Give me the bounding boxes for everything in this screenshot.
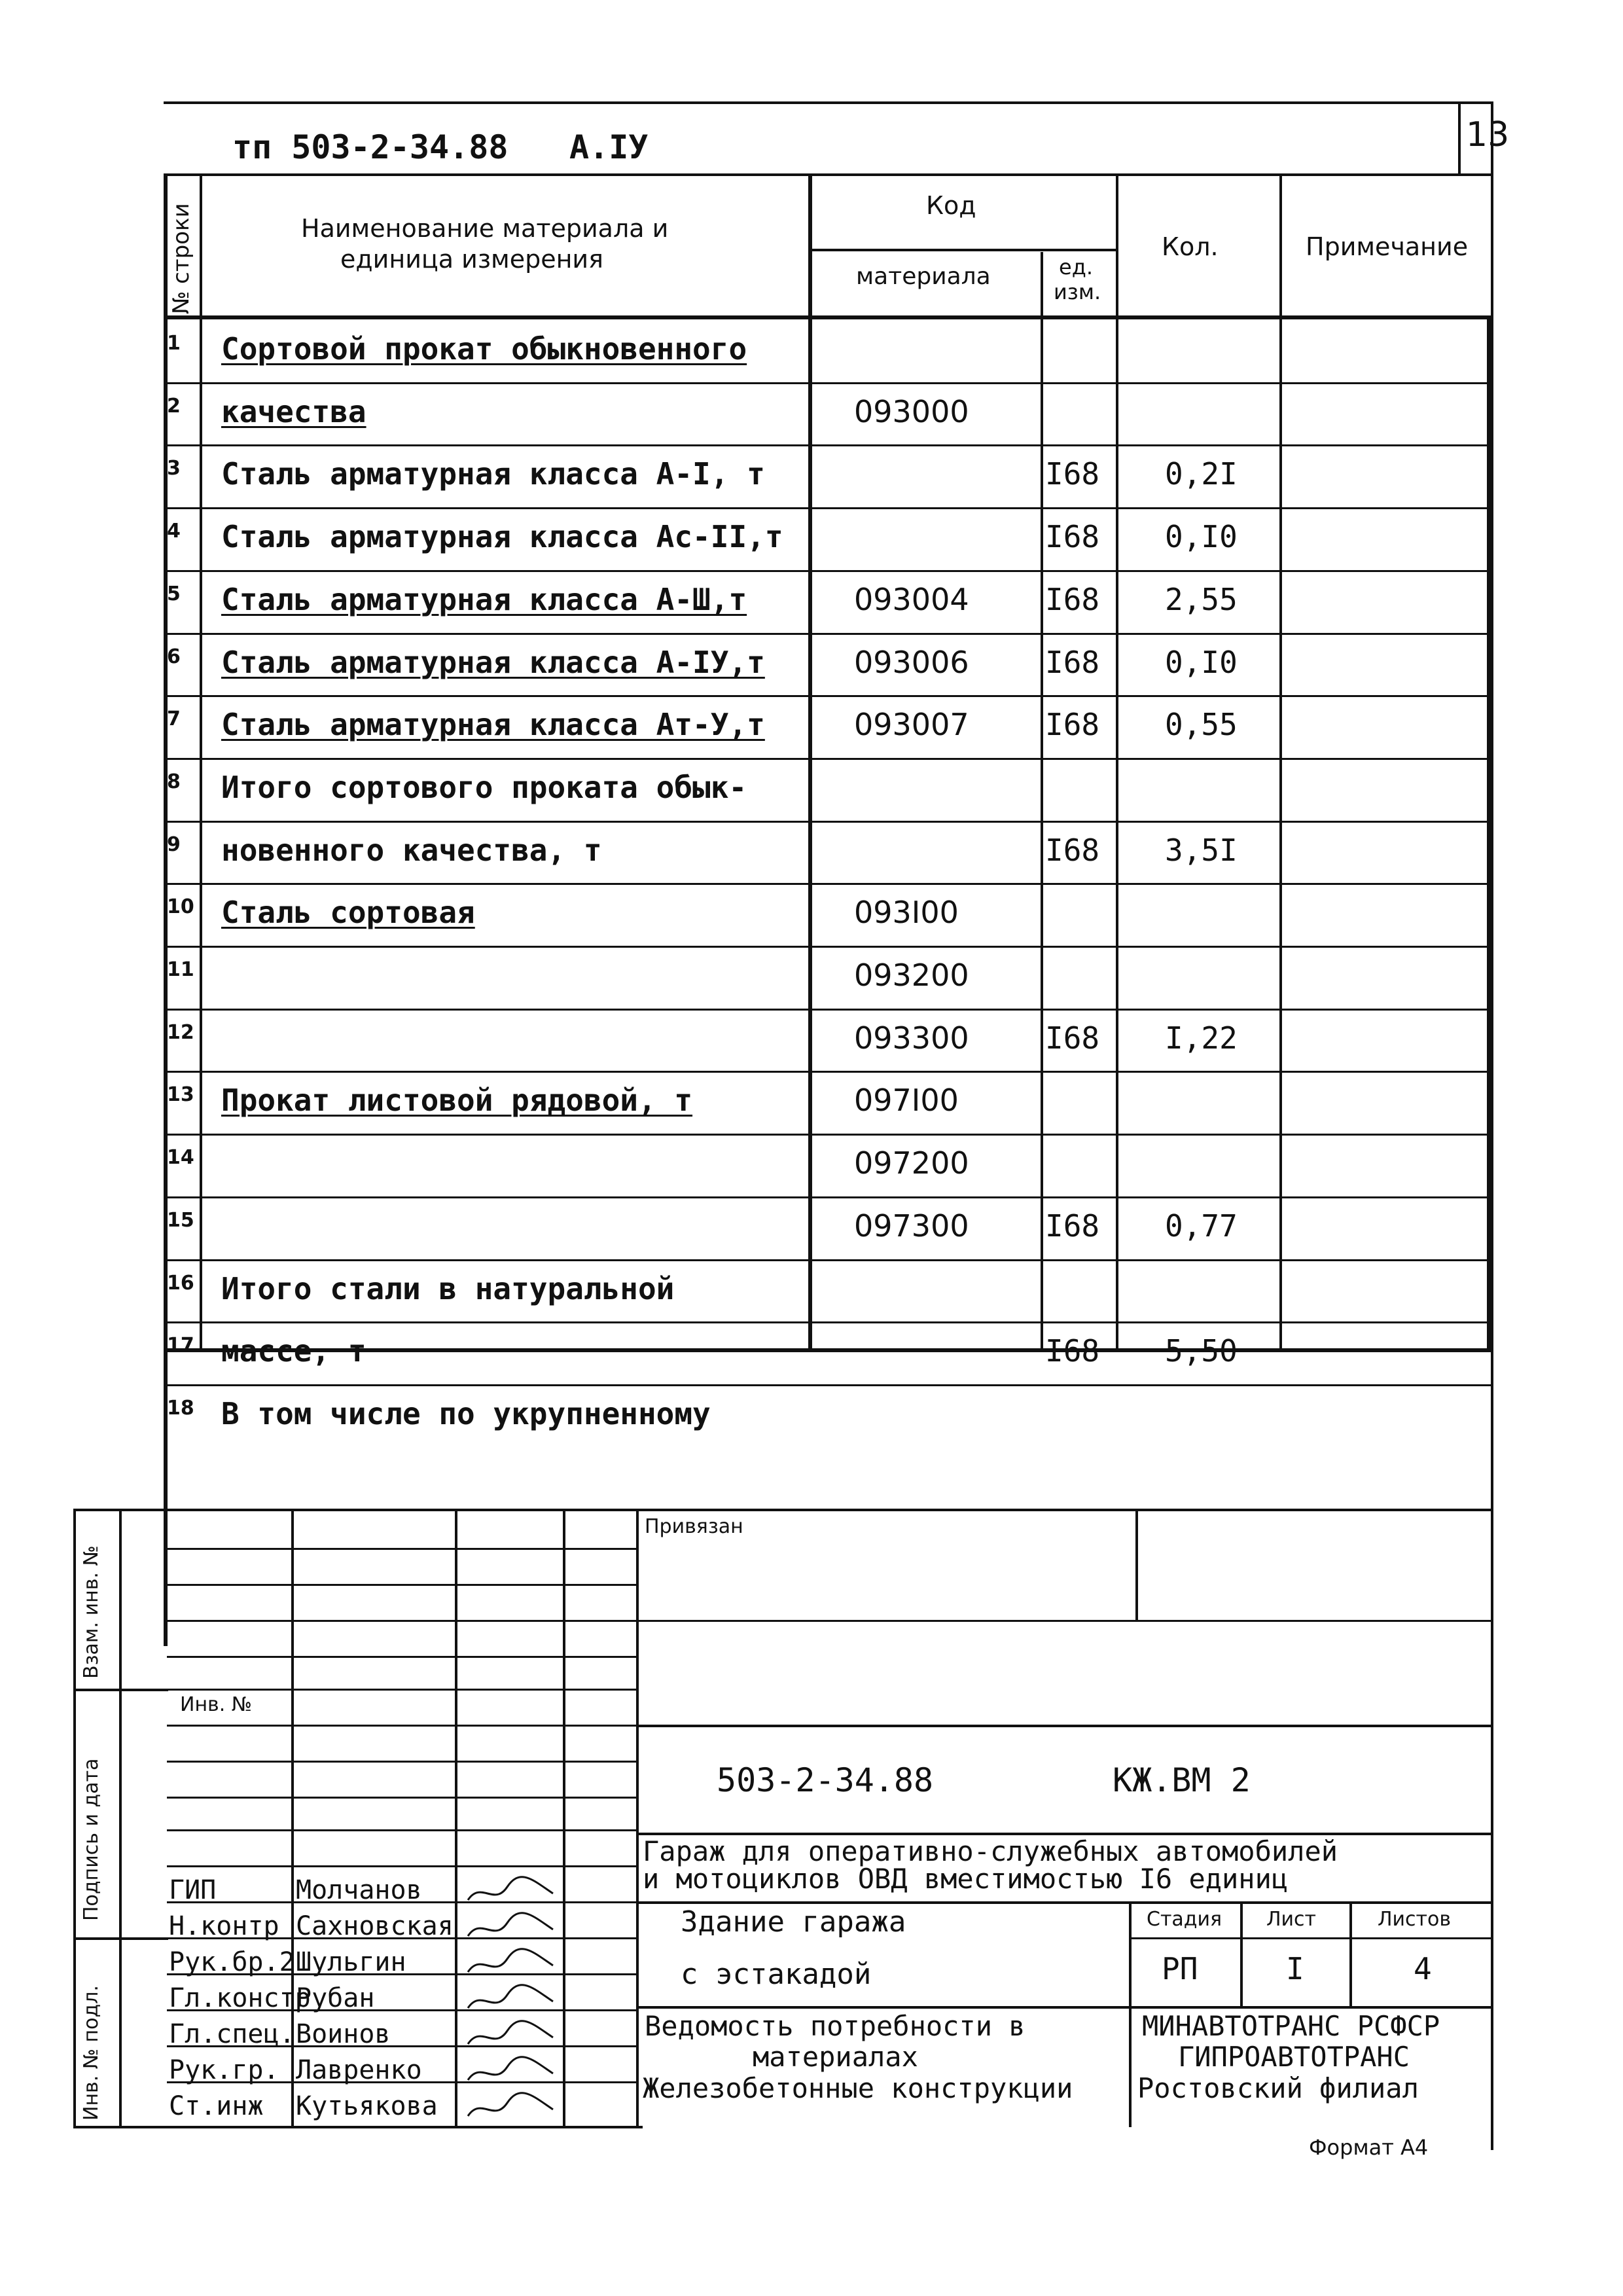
row-unit: I68 (1045, 456, 1100, 492)
row-number: 10 (167, 895, 194, 918)
row-number: 8 (167, 770, 181, 793)
format-label: Формат А4 (1309, 2135, 1429, 2160)
signer-name: Молчанов (296, 1875, 422, 1905)
quantity-header: Кол. (1162, 232, 1219, 261)
privyazan-label: Привязан (645, 1515, 743, 1538)
signer-role: Н.контр (169, 1911, 279, 1941)
signature (461, 2018, 560, 2052)
row-quantity: I,22 (1165, 1020, 1238, 1056)
row-name: Сталь арматурная класса Ат-У,т (221, 707, 765, 742)
row-quantity: 2,55 (1165, 582, 1238, 617)
row-material-code: 093200 (854, 958, 969, 993)
org-line3: Ростовский филиал (1137, 2072, 1419, 2104)
signer-name: Сахновская (296, 1911, 454, 1941)
row-number: 16 (167, 1272, 194, 1295)
sheets-value: 4 (1414, 1951, 1432, 1986)
row-quantity: 0,77 (1165, 1208, 1238, 1244)
row-unit: I68 (1045, 645, 1100, 680)
row-number: 9 (167, 833, 181, 856)
row-name: Итого сортового проката обык- (221, 770, 747, 805)
signer-name: Рубан (296, 1983, 375, 2013)
row-name: Сталь арматурная класса Ас-II,т (221, 519, 783, 554)
row-number: 18 (167, 1397, 194, 1420)
sheets-label: Листов (1378, 1908, 1452, 1931)
row-unit: I68 (1045, 519, 1100, 554)
stamp-vzam: Взам. инв. № (80, 1545, 103, 1679)
row-quantity: 5,50 (1165, 1333, 1238, 1369)
inv-no-label: Инв. № (180, 1693, 253, 1716)
building-line2: с эстакадой (681, 1958, 872, 1991)
row-quantity: 0,55 (1165, 707, 1238, 742)
signer-name: Лавренко (296, 2055, 422, 2085)
signer-role: Ст.инж (169, 2091, 264, 2121)
row-number: 11 (167, 958, 194, 981)
signer-role: Гл.спец. (169, 2019, 295, 2049)
row-material-code: 093I00 (854, 895, 959, 930)
signer-name: Шульгин (296, 1947, 406, 1977)
row-name: массе, т (221, 1333, 366, 1369)
row-name: В том числе по укрупненному (221, 1396, 711, 1431)
doc-title-line2: материалах (753, 2041, 918, 2073)
doc-mark: КЖ.ВМ 2 (1113, 1761, 1251, 1799)
row-unit: I68 (1045, 833, 1100, 868)
row-unit: I68 (1045, 582, 1100, 617)
row-name: качества (221, 394, 366, 429)
doc-title-line3: Железобетонные конструкции (643, 2072, 1073, 2104)
sheet-value: I (1286, 1951, 1304, 1986)
row-number: 2 (167, 395, 181, 418)
signature (461, 1874, 560, 1908)
row-name: Сталь сортовая (221, 895, 475, 930)
row-number: 14 (167, 1146, 194, 1169)
stamp-podpis: Подпись и дата (80, 1758, 103, 1921)
row-name: Сталь арматурная класса А-Ш,т (221, 582, 747, 617)
row-material-code: 097300 (854, 1208, 969, 1244)
doc-code: 503-2-34.88 (717, 1761, 934, 1799)
stamp-inv-podl: Инв. № подл. (80, 1985, 103, 2121)
signature (461, 2090, 560, 2124)
row-number: 17 (167, 1334, 194, 1357)
object-name-line1: Гараж для оперативно-служебных автомобилей (643, 1835, 1338, 1867)
row-material-code: 093004 (854, 582, 969, 617)
org-line2: ГИПРОАВТОТРАНС (1178, 2041, 1410, 2073)
row-material-code: 097I00 (854, 1083, 959, 1118)
signer-name: Кутьякова (296, 2091, 438, 2121)
note-header: Примечание (1306, 232, 1469, 261)
page-number: 13 (1466, 115, 1510, 154)
row-number: 13 (167, 1083, 194, 1106)
row-material-code: 093007 (854, 707, 969, 742)
row-quantity: 3,5I (1165, 833, 1238, 868)
row-number: 7 (167, 708, 181, 730)
row-material-code: 093006 (854, 645, 969, 680)
row-quantity: 0,I0 (1165, 645, 1238, 680)
row-name: Сталь арматурная класса А-I, т (221, 456, 765, 492)
row-unit: I68 (1045, 1333, 1100, 1369)
doc-title-line1: Ведомость потребности в (645, 2010, 1026, 2042)
material-code-header: материала (856, 263, 991, 290)
row-material-code: 093000 (854, 394, 969, 429)
signature (461, 1946, 560, 1980)
signature (461, 1982, 560, 2016)
row-material-code: 093300 (854, 1020, 969, 1056)
row-number: 1 (167, 332, 181, 355)
signature (461, 1910, 560, 1944)
unit-header-line1: ед. (1059, 255, 1093, 279)
name-header-line1: Наименование материала и (301, 214, 669, 243)
row-name: Сортовой прокат обыкновенного (221, 331, 747, 367)
row-name: Итого стали в натуральной (221, 1271, 675, 1306)
signature (461, 2054, 560, 2088)
header-code: тп 503-2-34.88 (232, 128, 508, 166)
name-header-line2: единица измерения (340, 245, 603, 274)
row-unit: I68 (1045, 707, 1100, 742)
signer-role: Рук.гр. (169, 2055, 279, 2085)
row-number: 15 (167, 1209, 194, 1232)
row-name: Сталь арматурная класса А-IУ,т (221, 645, 765, 680)
row-number: 4 (167, 520, 181, 543)
signer-role: Рук.бр.2 (169, 1947, 295, 1977)
row-name: Прокат листовой рядовой, т (221, 1083, 693, 1118)
signer-role: ГИП (169, 1875, 217, 1905)
signer-name: Воинов (296, 2019, 391, 2049)
row-number: 6 (167, 645, 181, 668)
stage-label: Стадия (1147, 1908, 1222, 1931)
object-name-line2: и мотоциклов ОВД вместимостью I6 единиц (643, 1863, 1289, 1895)
row-unit: I68 (1045, 1020, 1100, 1056)
org-line1: МИНАВТОТРАНС РСФСР (1142, 2010, 1440, 2042)
row-quantity: 0,2I (1165, 456, 1238, 492)
signer-role: Гл.констр (169, 1983, 311, 2013)
sheet-label: Лист (1266, 1908, 1317, 1931)
row-number: 12 (167, 1021, 194, 1044)
row-quantity: 0,I0 (1165, 519, 1238, 554)
header-album: А.IУ (569, 128, 649, 166)
row-number: 3 (167, 457, 181, 480)
row-material-code: 097200 (854, 1145, 969, 1181)
unit-header-line2: изм. (1054, 279, 1101, 304)
row-number-header: № строки (168, 203, 194, 314)
building-line1: Здание гаража (681, 1905, 906, 1939)
row-number: 5 (167, 583, 181, 605)
code-header: Код (926, 191, 976, 220)
row-name: новенного качества, т (221, 833, 602, 868)
stage-value: РП (1162, 1951, 1198, 1986)
row-unit: I68 (1045, 1208, 1100, 1244)
